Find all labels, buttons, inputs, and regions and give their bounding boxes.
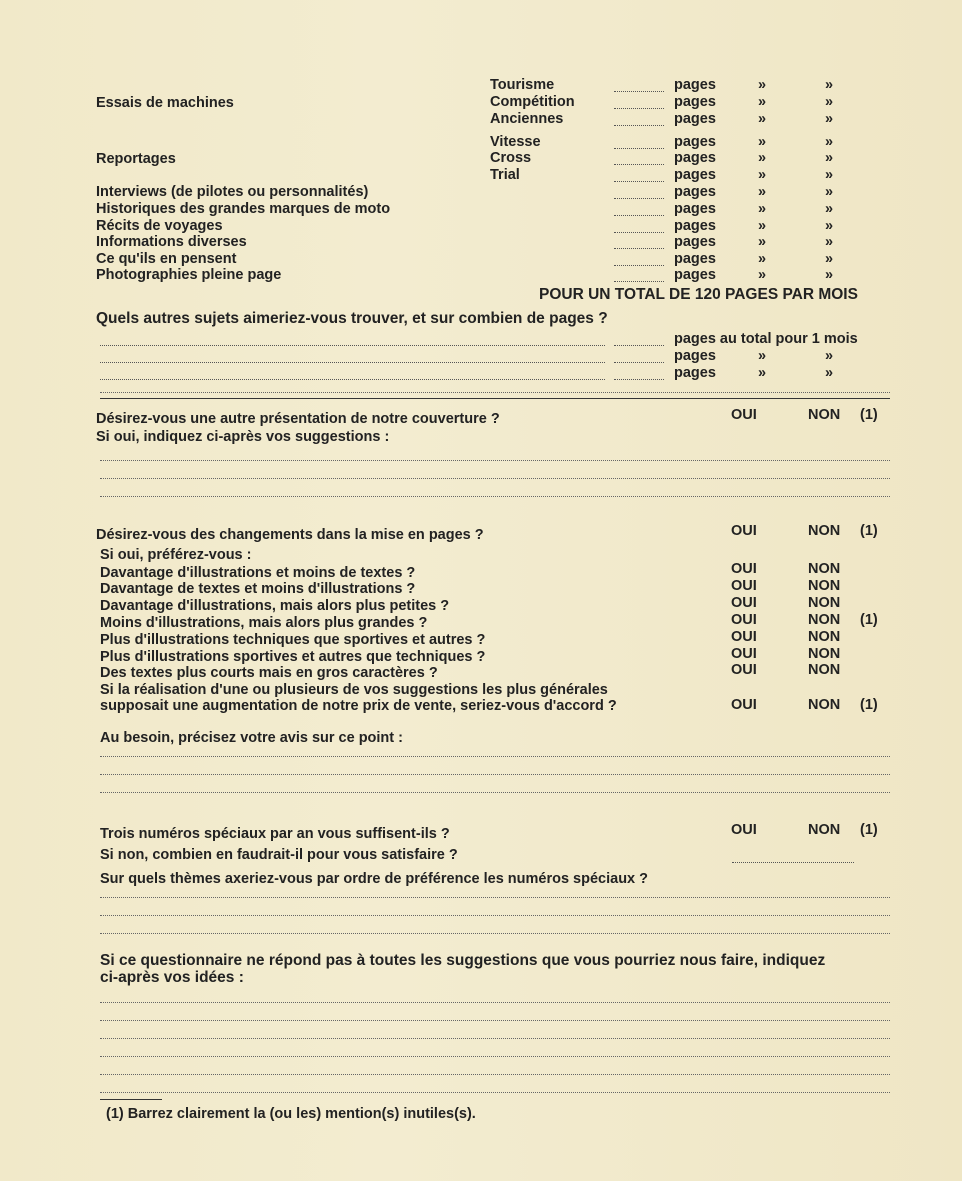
prix-oui[interactable]: OUI bbox=[731, 697, 757, 713]
reportages-item-vitesse: Vitesse bbox=[490, 134, 541, 150]
answer-line[interactable] bbox=[100, 1056, 890, 1057]
option-non[interactable]: NON bbox=[808, 646, 841, 662]
rubrique-informations: Informations diverses bbox=[96, 234, 247, 250]
footnote-ref: (1) bbox=[860, 697, 878, 713]
speciaux-non[interactable]: NON bbox=[808, 822, 841, 838]
miseenpage-non[interactable]: NON bbox=[808, 523, 841, 539]
answer-line[interactable] bbox=[100, 933, 890, 934]
footnote-ref: (1) bbox=[860, 612, 878, 628]
answer-line[interactable] bbox=[100, 379, 605, 380]
answer-line[interactable] bbox=[100, 392, 890, 393]
answer-line[interactable] bbox=[100, 792, 890, 793]
answer-line[interactable] bbox=[100, 1020, 890, 1021]
reportages-item-cross: Cross bbox=[490, 150, 532, 166]
couverture-suggestions-label: Si oui, indiquez ci-après vos suggestions : bbox=[96, 429, 390, 445]
autres-sujets-question: Quels autres sujets aimeriez-vous trouver, et sur combien de pages ? bbox=[96, 310, 608, 327]
besoin-label: Au besoin, précisez votre avis sur ce point : bbox=[100, 730, 403, 746]
couverture-question: Désirez-vous une autre présentation de notre couverture ? bbox=[96, 411, 500, 427]
pages-blank[interactable] bbox=[614, 232, 664, 233]
footnote-ref: (1) bbox=[860, 822, 878, 838]
reportages-label: Reportages bbox=[96, 151, 176, 167]
pages-blank[interactable] bbox=[614, 265, 664, 266]
miseenpage-prefer: Si oui, préférez-vous : bbox=[100, 547, 252, 563]
option-oui[interactable]: OUI bbox=[731, 612, 757, 628]
footnote-rule bbox=[100, 1099, 162, 1100]
miseenpage-question: Désirez-vous des changements dans la mise en pages ? bbox=[96, 527, 484, 543]
rubrique-historiques: Historiques des grandes marques de moto bbox=[96, 201, 391, 217]
prix-question-line1: Si la réalisation d'une ou plusieurs de vos suggestions les plus générales bbox=[100, 682, 608, 698]
answer-line[interactable] bbox=[100, 1092, 890, 1093]
miseenpage-oui[interactable]: OUI bbox=[731, 523, 757, 539]
answer-line[interactable] bbox=[100, 362, 605, 363]
option-non[interactable]: NON bbox=[808, 662, 841, 678]
speciaux-themes: Sur quels thèmes axeriez-vous par ordre de préférence les numéros spéciaux ? bbox=[100, 871, 649, 887]
couverture-oui[interactable]: OUI bbox=[731, 407, 757, 423]
rubrique-interviews: Interviews (de pilotes ou personnalités) bbox=[96, 184, 369, 200]
pages-blank[interactable] bbox=[614, 148, 664, 149]
answer-line[interactable] bbox=[100, 1038, 890, 1039]
option-oui[interactable]: OUI bbox=[731, 662, 757, 678]
answer-line[interactable] bbox=[100, 774, 890, 775]
essais-item-competition: Compétition bbox=[490, 94, 575, 110]
emphasis-text: par ordre de préférence bbox=[316, 871, 480, 887]
option-non[interactable]: NON bbox=[808, 595, 841, 611]
option-non[interactable]: NON bbox=[808, 629, 841, 645]
answer-line[interactable] bbox=[100, 478, 890, 479]
speciaux-oui[interactable]: OUI bbox=[731, 822, 757, 838]
prix-non[interactable]: NON bbox=[808, 697, 841, 713]
option-oui[interactable]: OUI bbox=[731, 595, 757, 611]
answer-line[interactable] bbox=[100, 915, 890, 916]
total-pages: POUR UN TOTAL DE 120 PAGES PAR MOIS bbox=[539, 286, 858, 303]
pages-blank[interactable] bbox=[614, 181, 664, 182]
option-oui[interactable]: OUI bbox=[731, 561, 757, 577]
pages-blank[interactable] bbox=[614, 108, 664, 109]
reportages-item-trial: Trial bbox=[490, 167, 520, 183]
answer-line[interactable] bbox=[100, 345, 605, 346]
autres-line1: pages au total pour 1 mois bbox=[674, 331, 858, 347]
option-non[interactable]: NON bbox=[808, 561, 841, 577]
footnote: (1) Barrez clairement la (ou les) mention(s) inutiles(s). bbox=[106, 1106, 476, 1122]
combien-blank[interactable] bbox=[732, 862, 854, 863]
pages-blank[interactable] bbox=[614, 345, 664, 346]
pages-blank[interactable] bbox=[614, 379, 664, 380]
rubrique-ce-quils-en-pensent: Ce qu'ils en pensent bbox=[96, 251, 237, 267]
option-oui[interactable]: OUI bbox=[731, 646, 757, 662]
idees-line2: ci-après vos idées : bbox=[100, 969, 244, 986]
pages-blank[interactable] bbox=[614, 91, 664, 92]
pages-blank[interactable] bbox=[614, 248, 664, 249]
pages-blank[interactable] bbox=[614, 125, 664, 126]
answer-line[interactable] bbox=[100, 756, 890, 757]
speciaux-combien: Si non, combien en faudrait-il pour vous satisfaire ? bbox=[100, 847, 458, 863]
answer-line[interactable] bbox=[100, 460, 890, 461]
option-oui[interactable]: OUI bbox=[731, 578, 757, 594]
pages-blank[interactable] bbox=[614, 164, 664, 165]
essais-item-anciennes: Anciennes bbox=[490, 111, 564, 127]
essais-item-tourisme: Tourisme bbox=[490, 77, 555, 93]
answer-line[interactable] bbox=[100, 1074, 890, 1075]
section-divider bbox=[100, 398, 890, 399]
pages-blank[interactable] bbox=[614, 362, 664, 363]
footnote-ref: (1) bbox=[860, 407, 878, 423]
answer-line[interactable] bbox=[100, 496, 890, 497]
rubrique-photographies: Photographies pleine page bbox=[96, 267, 282, 283]
pages-blank[interactable] bbox=[614, 281, 664, 282]
pages-blank[interactable] bbox=[614, 198, 664, 199]
answer-line[interactable] bbox=[100, 1002, 890, 1003]
couverture-non[interactable]: NON bbox=[808, 407, 841, 423]
answer-line[interactable] bbox=[100, 897, 890, 898]
pages-blank[interactable] bbox=[614, 215, 664, 216]
essais-label: Essais de machines bbox=[96, 95, 234, 111]
prix-question-line2: supposait une augmentation de notre prix de vente, seriez-vous d'accord ? bbox=[100, 698, 617, 714]
option-oui[interactable]: OUI bbox=[731, 629, 757, 645]
option-non[interactable]: NON bbox=[808, 612, 841, 628]
rubrique-recits: Récits de voyages bbox=[96, 218, 223, 234]
footnote-ref: (1) bbox=[860, 523, 878, 539]
option-non[interactable]: NON bbox=[808, 578, 841, 594]
speciaux-question: Trois numéros spéciaux par an vous suffisent-ils ? bbox=[100, 826, 450, 842]
idees-line1: Si ce questionnaire ne répond pas à toutes les suggestions que vous pourriez nous faire, indiquez bbox=[100, 952, 826, 969]
